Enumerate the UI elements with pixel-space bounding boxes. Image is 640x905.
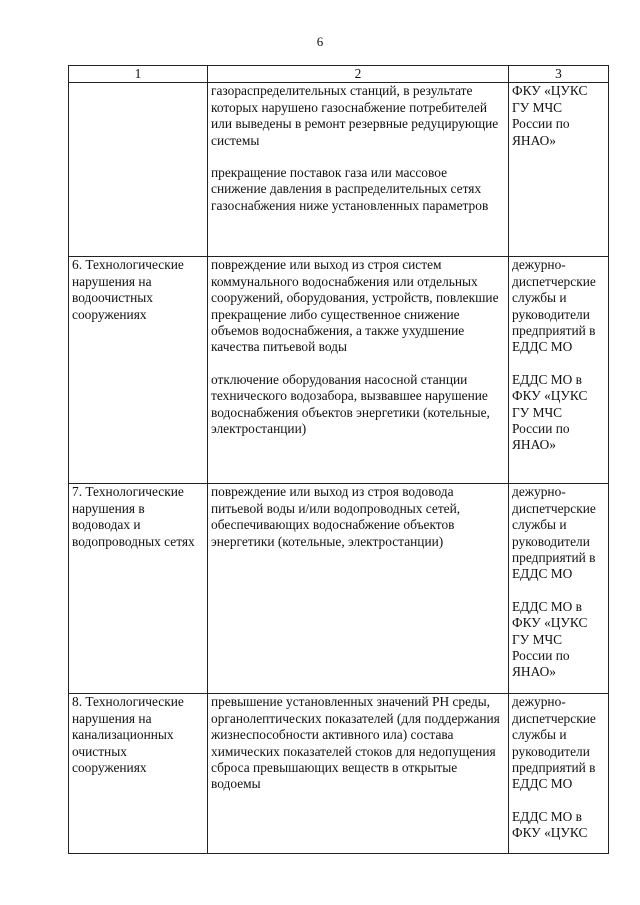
recipient-text: дежурно-диспетчерские службы и руководители предприятий в ЕДДС МО (512, 484, 596, 582)
incident-table (68, 65, 609, 854)
header-col-3: 3 (509, 66, 609, 83)
table-row (69, 694, 609, 854)
row-recipients (509, 484, 609, 694)
table-row (69, 257, 609, 484)
row-criteria (208, 484, 509, 694)
criteria-text: повреждение или выход из строя систем коммунального водоснабжения или отдельных сооружений, оборудования, устройств, повлекшие прекращение либо существенное снижение объемов водоснабжения, а также ухудшение качества питьевой воды (211, 257, 499, 355)
row-criteria (208, 694, 509, 854)
criteria-text: прекращение поставок газа или массовое снижение давления в распределительных сетях газоснабжения ниже установленных параметров (211, 165, 489, 213)
table-row (69, 484, 609, 694)
recipient-text: ЕДДС МО в ФКУ «ЦУКС (512, 808, 588, 841)
recipient-text: дежурно-диспетчерские службы и руководители предприятий в ЕДДС МО (512, 257, 596, 355)
criteria-text: отключение оборудования насосной станции технического водозабора, вызвавшее нарушение водоснабжения объектов энергетики (котельные, электростанции) (211, 371, 490, 437)
header-col-1: 1 (69, 66, 208, 83)
row-recipients (509, 694, 609, 854)
row-criteria (208, 257, 509, 484)
criteria-text: превышение установленных значений РН среды, органолептических показателей (для поддержания жизнеспособности активного ила) состава химических показателей стоков для недопущения сброса превышающих веществ в открытые водоемы (211, 694, 500, 792)
recipient-text: ЕДДС МО в ФКУ «ЦУКС ГУ МЧС России по ЯНАО» (512, 371, 588, 453)
page-number: 6 (316, 34, 324, 49)
recipient-text: дежурно-диспетчерские службы и руководители предприятий в ЕДДС МО (512, 694, 596, 792)
table-header-row (69, 66, 609, 83)
recipient-text: ФКУ «ЦУКС ГУ МЧС России по ЯНАО» (512, 83, 588, 148)
row-criteria (208, 83, 509, 257)
row-category: 8. Технологические нарушения на канализационных очистных сооружениях (69, 694, 208, 854)
row-recipients (509, 83, 609, 257)
criteria-text: газораспределительных станций, в результате которых нарушено газоснабжение потребителей или выведены в ремонт резервные редуцирующие системы (211, 83, 499, 148)
row-category: 6. Технологические нарушения на водоочистных сооружениях (69, 257, 208, 484)
recipient-text: ЕДДС МО в ФКУ «ЦУКС ГУ МЧС России по ЯНАО» (512, 598, 588, 680)
row-category: 7. Технологические нарушения в водоводах и водопроводных сетях (69, 484, 208, 694)
row-recipients (509, 257, 609, 484)
row-category (69, 83, 208, 257)
criteria-text: повреждение или выход из строя водовода питьевой воды и/или водопроводных сетей, обеспечивающих водоснабжение объектов энергетики (котельные, электростанции) (211, 484, 461, 549)
header-col-2: 2 (208, 66, 509, 83)
table-row (69, 83, 609, 257)
